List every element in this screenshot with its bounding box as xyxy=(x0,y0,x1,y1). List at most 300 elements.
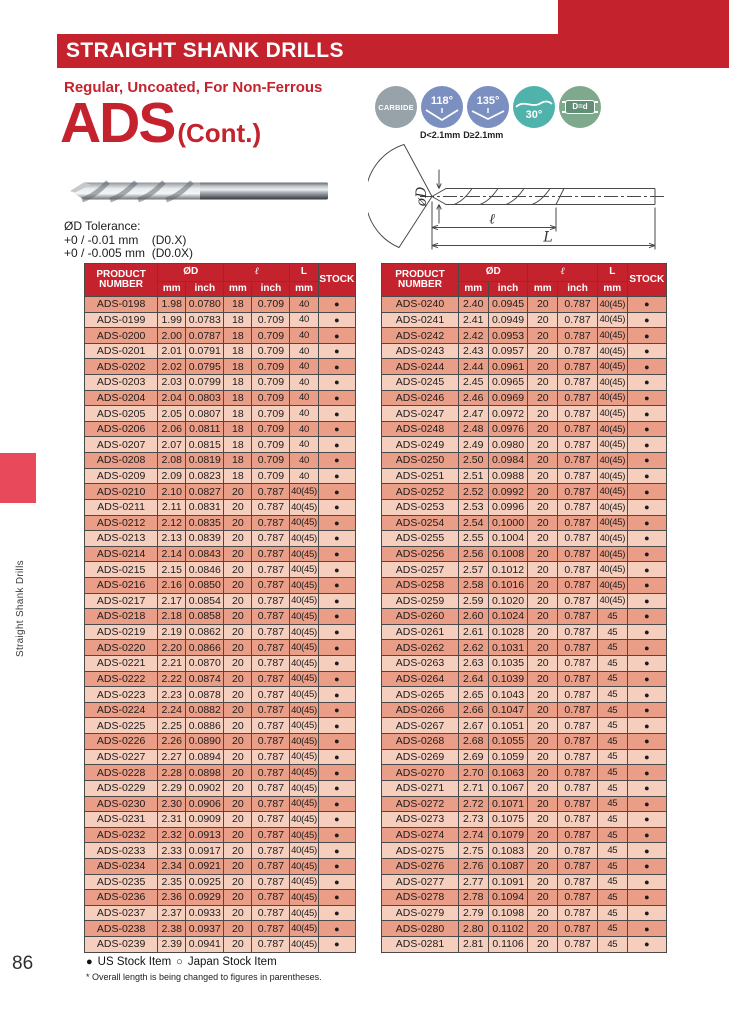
d-inch: 0.0898 xyxy=(186,765,224,781)
drill-photo xyxy=(64,176,332,206)
d-inch: 0.1063 xyxy=(488,765,528,781)
flute-length-mm: 20 xyxy=(224,765,252,781)
flute-length-inch: 0.787 xyxy=(252,593,290,609)
flute-length-mm: 20 xyxy=(528,734,558,750)
table-row xyxy=(382,577,667,593)
stock-dot: ● xyxy=(627,577,666,593)
product-number: ADS-0226 xyxy=(85,734,158,750)
stock-dot: ● xyxy=(627,890,666,906)
product-number: ADS-0228 xyxy=(85,765,158,781)
flute-length-inch: 0.787 xyxy=(558,749,598,765)
flute-length-inch: 0.787 xyxy=(558,453,598,469)
stock-dot: ● xyxy=(318,593,355,609)
col-header-flute: ℓ xyxy=(528,264,598,282)
product-number: ADS-0202 xyxy=(85,359,158,375)
table-row xyxy=(85,812,356,828)
table-row xyxy=(382,765,667,781)
overall-length: 40(45) xyxy=(290,640,318,656)
overall-length: 40(45) xyxy=(290,577,318,593)
overall-length: 40(45) xyxy=(597,312,627,328)
d-inch: 0.0882 xyxy=(186,702,224,718)
d-mm: 2.66 xyxy=(458,702,488,718)
stock-dot: ● xyxy=(318,499,355,515)
product-code: ADS xyxy=(60,91,175,155)
flute-length-mm: 20 xyxy=(528,609,558,625)
product-number: ADS-0236 xyxy=(85,890,158,906)
d-inch: 0.0858 xyxy=(186,609,224,625)
d-inch: 0.1098 xyxy=(488,905,528,921)
d-inch: 0.0870 xyxy=(186,656,224,672)
product-number: ADS-0209 xyxy=(85,468,158,484)
flute-length-inch: 0.787 xyxy=(558,936,598,952)
overall-length: 40(45) xyxy=(290,624,318,640)
table-row xyxy=(85,718,356,734)
d-mm: 2.03 xyxy=(158,375,186,391)
product-number: ADS-0229 xyxy=(85,780,158,796)
table-row xyxy=(382,406,667,422)
flute-length-mm: 20 xyxy=(224,484,252,500)
flute-length-inch: 0.787 xyxy=(252,780,290,796)
flute-length-mm: 20 xyxy=(528,640,558,656)
stock-dot: ● xyxy=(318,484,355,500)
flute-length-mm: 20 xyxy=(528,328,558,344)
product-number: ADS-0233 xyxy=(85,843,158,859)
flute-length-inch: 0.787 xyxy=(558,312,598,328)
overall-length: 40(45) xyxy=(290,656,318,672)
overall-length: 40(45) xyxy=(290,843,318,859)
d-inch: 0.0783 xyxy=(186,312,224,328)
d-mm: 2.55 xyxy=(458,531,488,547)
d-inch: 0.0909 xyxy=(186,812,224,828)
product-number: ADS-0273 xyxy=(382,812,459,828)
table-row xyxy=(85,749,356,765)
d-inch: 0.1008 xyxy=(488,546,528,562)
table-row xyxy=(382,375,667,391)
flute-length-inch: 0.787 xyxy=(252,624,290,640)
d-inch: 0.0780 xyxy=(186,297,224,313)
flute-length-mm: 18 xyxy=(224,343,252,359)
overall-length: 40(45) xyxy=(290,515,318,531)
table-row xyxy=(85,702,356,718)
stock-dot: ● xyxy=(627,702,666,718)
overall-length: 40(45) xyxy=(597,484,627,500)
flute-length-mm: 20 xyxy=(528,812,558,828)
flute-length-inch: 0.709 xyxy=(252,437,290,453)
table-row xyxy=(85,890,356,906)
stock-dot: ● xyxy=(627,437,666,453)
d-inch: 0.0831 xyxy=(186,499,224,515)
d-inch: 0.1016 xyxy=(488,577,528,593)
d-mm: 2.09 xyxy=(158,468,186,484)
overall-length: 40(45) xyxy=(597,577,627,593)
stock-dot: ● xyxy=(627,780,666,796)
d-mm: 2.08 xyxy=(158,453,186,469)
table-row xyxy=(382,812,667,828)
table-row xyxy=(85,609,356,625)
product-number: ADS-0239 xyxy=(85,936,158,952)
us-stock-label: US Stock Item xyxy=(97,956,172,968)
product-number: ADS-0269 xyxy=(382,749,459,765)
flute-length-inch: 0.787 xyxy=(252,609,290,625)
stock-dot: ● xyxy=(318,702,355,718)
d-inch: 0.0980 xyxy=(488,437,528,453)
d-inch: 0.1075 xyxy=(488,812,528,828)
table-row xyxy=(382,343,667,359)
table-row xyxy=(85,546,356,562)
product-number: ADS-0223 xyxy=(85,687,158,703)
table-row xyxy=(382,640,667,656)
flute-length-inch: 0.787 xyxy=(558,390,598,406)
product-number: ADS-0255 xyxy=(382,531,459,547)
d-mm: 2.81 xyxy=(458,936,488,952)
d-inch: 0.0819 xyxy=(186,453,224,469)
table-row xyxy=(382,936,667,952)
d-mm: 2.80 xyxy=(458,921,488,937)
table-row xyxy=(382,671,667,687)
overall-length: 40(45) xyxy=(597,593,627,609)
stock-dot: ● xyxy=(627,593,666,609)
subheader-inch: inch xyxy=(252,282,290,297)
stock-dot: ● xyxy=(627,562,666,578)
subheader-mm: mm xyxy=(597,282,627,297)
d-mm: 2.72 xyxy=(458,796,488,812)
overall-length: 40 xyxy=(290,328,318,344)
table-row xyxy=(85,765,356,781)
d-mm: 2.14 xyxy=(158,546,186,562)
flute-length-mm: 18 xyxy=(224,375,252,391)
product-number: ADS-0225 xyxy=(85,718,158,734)
d-mm: 2.67 xyxy=(458,718,488,734)
table-row xyxy=(382,687,667,703)
product-number: ADS-0247 xyxy=(382,406,459,422)
flute-length-inch: 0.787 xyxy=(558,624,598,640)
d-mm: 2.59 xyxy=(458,593,488,609)
flute-length-mm: 20 xyxy=(528,421,558,437)
product-number: ADS-0274 xyxy=(382,827,459,843)
d-inch: 0.0799 xyxy=(186,375,224,391)
d-inch: 0.0961 xyxy=(488,359,528,375)
d-mm: 2.50 xyxy=(458,453,488,469)
page-number: 86 xyxy=(12,953,34,974)
table-row xyxy=(382,749,667,765)
d-inch: 0.0992 xyxy=(488,484,528,500)
stock-dot: ● xyxy=(318,328,355,344)
overall-length: 40(45) xyxy=(290,780,318,796)
table-row xyxy=(382,890,667,906)
product-number: ADS-0271 xyxy=(382,780,459,796)
flute-length-mm: 20 xyxy=(528,718,558,734)
overall-length: 40(45) xyxy=(290,827,318,843)
flute-length-inch: 0.787 xyxy=(252,531,290,547)
stock-dot: ● xyxy=(627,609,666,625)
overall-length: 45 xyxy=(597,843,627,859)
d-mm: 2.70 xyxy=(458,765,488,781)
stock-dot: ● xyxy=(627,734,666,750)
stock-dot: ● xyxy=(318,468,355,484)
overall-length: 40(45) xyxy=(290,796,318,812)
d-mm: 2.65 xyxy=(458,687,488,703)
table-row xyxy=(382,515,667,531)
product-number: ADS-0278 xyxy=(382,890,459,906)
overall-length: 40 xyxy=(290,468,318,484)
d-inch: 0.1094 xyxy=(488,890,528,906)
stock-dot: ● xyxy=(318,375,355,391)
subheader-inch: inch xyxy=(186,282,224,297)
d-mm: 2.33 xyxy=(158,843,186,859)
d-inch: 0.1087 xyxy=(488,858,528,874)
table-row xyxy=(382,531,667,547)
table-row xyxy=(85,796,356,812)
d-mm: 2.30 xyxy=(158,796,186,812)
overall-length: 45 xyxy=(597,796,627,812)
overall-length: 40(45) xyxy=(290,671,318,687)
d-inch: 0.1106 xyxy=(488,936,528,952)
d-inch: 0.0913 xyxy=(186,827,224,843)
table-row xyxy=(382,421,667,437)
stock-dot: ● xyxy=(627,874,666,890)
table-row xyxy=(85,406,356,422)
d-inch: 0.1083 xyxy=(488,843,528,859)
stock-dot: ● xyxy=(627,656,666,672)
table-row xyxy=(85,328,356,344)
flute-length-mm: 20 xyxy=(528,780,558,796)
overall-length: 40(45) xyxy=(597,359,627,375)
product-number: ADS-0281 xyxy=(382,936,459,952)
stock-dot: ● xyxy=(318,640,355,656)
d-mm: 2.25 xyxy=(158,718,186,734)
d-inch: 0.0929 xyxy=(186,890,224,906)
flute-length-inch: 0.787 xyxy=(252,905,290,921)
spec-table-left xyxy=(84,263,356,953)
table-row xyxy=(382,734,667,750)
japan-stock-symbol: ○ xyxy=(176,956,183,968)
d-mm: 2.77 xyxy=(458,874,488,890)
stock-dot: ● xyxy=(318,406,355,422)
d-mm: 2.15 xyxy=(158,562,186,578)
d-mm: 2.74 xyxy=(458,827,488,843)
flute-length-inch: 0.787 xyxy=(558,359,598,375)
flute-length-inch: 0.787 xyxy=(252,827,290,843)
col-header-overall: L xyxy=(597,264,627,282)
d-mm: 2.37 xyxy=(158,905,186,921)
table-row xyxy=(85,921,356,937)
d-inch: 0.1028 xyxy=(488,624,528,640)
table-row xyxy=(382,328,667,344)
table-row xyxy=(382,609,667,625)
overall-length: 40(45) xyxy=(290,593,318,609)
dd-label: D=d xyxy=(565,100,594,114)
stock-dot: ● xyxy=(627,484,666,500)
d-inch: 0.1004 xyxy=(488,531,528,547)
flute-length-mm: 20 xyxy=(224,515,252,531)
flute-length-inch: 0.709 xyxy=(252,343,290,359)
tolerance-note xyxy=(64,220,193,261)
flute-length-inch: 0.787 xyxy=(252,640,290,656)
flute-length-mm: 20 xyxy=(528,765,558,781)
subheader-inch: inch xyxy=(488,282,528,297)
d-inch: 0.0933 xyxy=(186,905,224,921)
d-inch: 0.1020 xyxy=(488,593,528,609)
product-number: ADS-0240 xyxy=(382,297,459,313)
table-row xyxy=(382,453,667,469)
d-inch: 0.0874 xyxy=(186,671,224,687)
stock-dot: ● xyxy=(318,359,355,375)
overall-length: 40(45) xyxy=(290,702,318,718)
stock-dot: ● xyxy=(318,390,355,406)
point-angle-118-badge: 118° xyxy=(421,86,463,128)
stock-dot: ● xyxy=(318,780,355,796)
flute-length-mm: 20 xyxy=(224,796,252,812)
d-mm: 2.19 xyxy=(158,624,186,640)
flute-length-inch: 0.787 xyxy=(558,562,598,578)
d-mm: 2.79 xyxy=(458,905,488,921)
product-number: ADS-0243 xyxy=(382,343,459,359)
stock-dot: ● xyxy=(318,749,355,765)
product-number: ADS-0244 xyxy=(382,359,459,375)
d-mm: 2.04 xyxy=(158,390,186,406)
overall-length: 40(45) xyxy=(290,874,318,890)
flute-length-inch: 0.787 xyxy=(252,499,290,515)
flute-length-inch: 0.787 xyxy=(558,656,598,672)
d-mm: 2.17 xyxy=(158,593,186,609)
flute-length-inch: 0.787 xyxy=(558,671,598,687)
overall-length: 45 xyxy=(597,734,627,750)
product-number: ADS-0260 xyxy=(382,609,459,625)
spec-table-right xyxy=(381,263,667,953)
flute-length-inch: 0.709 xyxy=(252,328,290,344)
flute-length-mm: 18 xyxy=(224,297,252,313)
d-mm: 2.35 xyxy=(158,874,186,890)
d-mm: 2.64 xyxy=(458,671,488,687)
stock-dot: ● xyxy=(318,843,355,859)
stock-dot: ● xyxy=(627,499,666,515)
d-inch: 0.1047 xyxy=(488,702,528,718)
overall-length: 45 xyxy=(597,890,627,906)
table-row xyxy=(382,843,667,859)
flute-length-inch: 0.787 xyxy=(558,421,598,437)
stock-dot: ● xyxy=(627,936,666,952)
overall-length: 45 xyxy=(597,921,627,937)
stock-dot: ● xyxy=(627,343,666,359)
flute-length-mm: 20 xyxy=(224,827,252,843)
stock-dot: ● xyxy=(627,546,666,562)
product-number: ADS-0246 xyxy=(382,390,459,406)
product-number: ADS-0265 xyxy=(382,687,459,703)
flute-length-inch: 0.787 xyxy=(252,515,290,531)
table-row xyxy=(85,656,356,672)
table-row xyxy=(382,858,667,874)
helix-angle-30-badge: 30° xyxy=(513,86,555,128)
flute-length-mm: 20 xyxy=(528,515,558,531)
overall-length: 45 xyxy=(597,905,627,921)
flute-length-mm: 18 xyxy=(224,359,252,375)
table-row xyxy=(85,390,356,406)
stock-dot: ● xyxy=(627,421,666,437)
d-inch: 0.0807 xyxy=(186,406,224,422)
table-row xyxy=(85,343,356,359)
d-inch: 0.1102 xyxy=(488,921,528,937)
overall-length: 40(45) xyxy=(290,858,318,874)
overall-length: 45 xyxy=(597,624,627,640)
flute-length-mm: 18 xyxy=(224,468,252,484)
stock-dot: ● xyxy=(627,671,666,687)
flute-length-mm: 20 xyxy=(528,921,558,937)
overall-length: 40(45) xyxy=(597,499,627,515)
flute-length-inch: 0.787 xyxy=(252,734,290,750)
flute-length-mm: 20 xyxy=(528,593,558,609)
flute-length-mm: 20 xyxy=(224,734,252,750)
product-number: ADS-0275 xyxy=(382,843,459,859)
flute-length-inch: 0.787 xyxy=(558,468,598,484)
table-row xyxy=(382,359,667,375)
overall-length: 40(45) xyxy=(290,734,318,750)
flute-length-inch: 0.787 xyxy=(252,656,290,672)
d-mm: 2.01 xyxy=(158,343,186,359)
product-number: ADS-0224 xyxy=(85,702,158,718)
d-mm: 2.32 xyxy=(158,827,186,843)
flute-length-mm: 20 xyxy=(528,468,558,484)
d-mm: 2.45 xyxy=(458,375,488,391)
point-angle-icon xyxy=(470,108,506,122)
d-inch: 0.1067 xyxy=(488,780,528,796)
flute-length-mm: 20 xyxy=(224,624,252,640)
product-number: ADS-0220 xyxy=(85,640,158,656)
flute-length-mm: 20 xyxy=(528,297,558,313)
subheader-inch: inch xyxy=(558,282,598,297)
col-header-od: ØD xyxy=(158,264,224,282)
flute-length-inch: 0.787 xyxy=(558,546,598,562)
flute-length-inch: 0.787 xyxy=(558,515,598,531)
flute-length-inch: 0.787 xyxy=(252,671,290,687)
flute-length-mm: 20 xyxy=(528,546,558,562)
d-inch: 0.0917 xyxy=(186,843,224,859)
product-number: ADS-0254 xyxy=(382,515,459,531)
stock-dot: ● xyxy=(318,656,355,672)
product-number: ADS-0213 xyxy=(85,531,158,547)
product-number: ADS-0252 xyxy=(382,484,459,500)
dd-equal-badge xyxy=(559,86,601,128)
flute-length-mm: 20 xyxy=(528,577,558,593)
table-row xyxy=(85,640,356,656)
product-number: ADS-0219 xyxy=(85,624,158,640)
product-number: ADS-0211 xyxy=(85,499,158,515)
flute-length-inch: 0.787 xyxy=(252,749,290,765)
flute-length-mm: 18 xyxy=(224,312,252,328)
flute-length-mm: 18 xyxy=(224,328,252,344)
table-row xyxy=(85,562,356,578)
overall-length: 40 xyxy=(290,421,318,437)
flute-length-mm: 20 xyxy=(224,874,252,890)
flute-length-inch: 0.787 xyxy=(558,577,598,593)
product-number: ADS-0276 xyxy=(382,858,459,874)
flute-length-inch: 0.709 xyxy=(252,359,290,375)
stock-dot: ● xyxy=(627,312,666,328)
stock-dot: ● xyxy=(318,546,355,562)
table-row xyxy=(85,499,356,515)
col-header-od: ØD xyxy=(458,264,528,282)
flute-length-inch: 0.787 xyxy=(252,858,290,874)
overall-length: 45 xyxy=(597,718,627,734)
d-inch: 0.0941 xyxy=(186,936,224,952)
product-number: ADS-0215 xyxy=(85,562,158,578)
flute-length-mm: 20 xyxy=(224,640,252,656)
table-row xyxy=(382,562,667,578)
d-mm: 2.75 xyxy=(458,843,488,859)
flute-length-mm: 20 xyxy=(224,905,252,921)
d-mm: 2.02 xyxy=(158,359,186,375)
product-title xyxy=(60,91,262,155)
product-number: ADS-0205 xyxy=(85,406,158,422)
